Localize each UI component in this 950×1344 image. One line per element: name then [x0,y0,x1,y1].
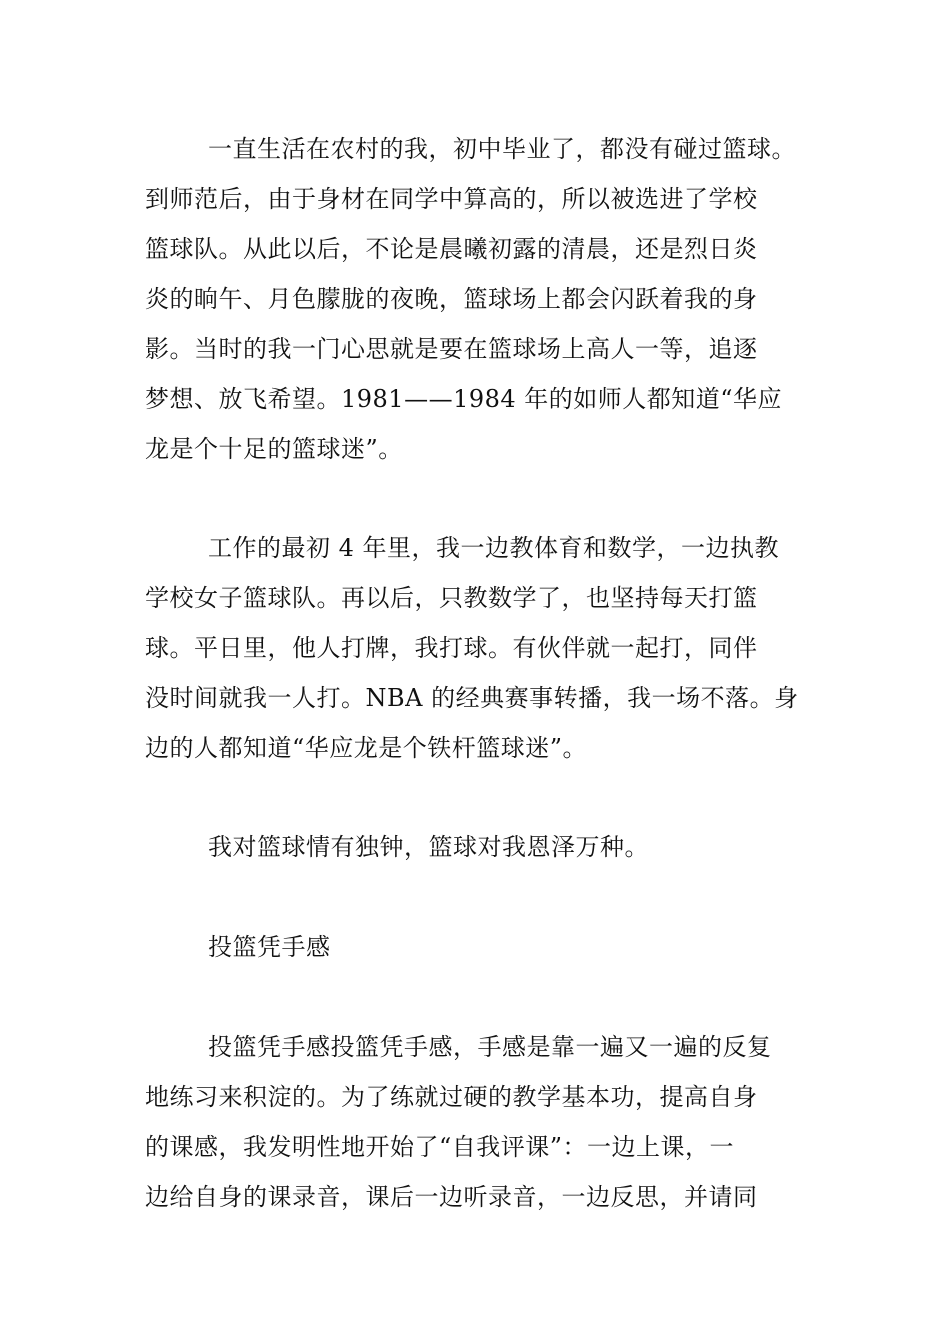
text-line: 工作的最初 4 年里，我一边教体育和数学，一边执教 [208,534,780,562]
text-line: 投篮凭手感投篮凭手感，手感是靠一遍又一遍的反复 [208,1033,772,1061]
text-line: 炎的晌午、月色朦胧的夜晚，篮球场上都会闪跃着我的身 [145,285,758,313]
text-line: 到师范后，由于身材在同学中算高的，所以被选进了学校 [145,185,758,213]
text-line: 边的人都知道“华应龙是个铁杆篮球迷”。 [145,734,588,762]
text-line: 龙是个十足的篮球迷”。 [145,435,403,463]
text-line: 球。平日里，他人打牌，我打球。有伙伴就一起打，同伴 [145,634,758,662]
text-line: 边给自身的课录音，课后一边听录音，一边反思，并请同 [145,1183,758,1211]
text-line: 没时间就我一人打。NBA 的经典赛事转播，我一场不落。身 [145,684,799,712]
text-line: 地练习来积淀的。为了练就过硬的教学基本功，提高自身 [145,1083,758,1111]
text-line: 梦想、放飞希望。1981——1984 年的如师人都知道“华应 [145,385,783,413]
text-line: 一直生活在农村的我，初中毕业了，都没有碰过篮球。 [208,135,796,163]
text-line: 影。当时的我一门心思就是要在篮球场上高人一等，追逐 [145,335,758,363]
text-line: 学校女子篮球队。再以后，只教数学了，也坚持每天打篮 [145,584,758,612]
text-line: 篮球队。从此以后，不论是晨曦初露的清晨，还是烈日炎 [145,235,758,263]
text-line: 我对篮球情有独钟，篮球对我恩泽万种。 [208,833,649,861]
text-line: 投篮凭手感 [208,933,331,961]
text-line: 的课感，我发明性地开始了“自我评课”：一边上课，一 [145,1133,735,1161]
